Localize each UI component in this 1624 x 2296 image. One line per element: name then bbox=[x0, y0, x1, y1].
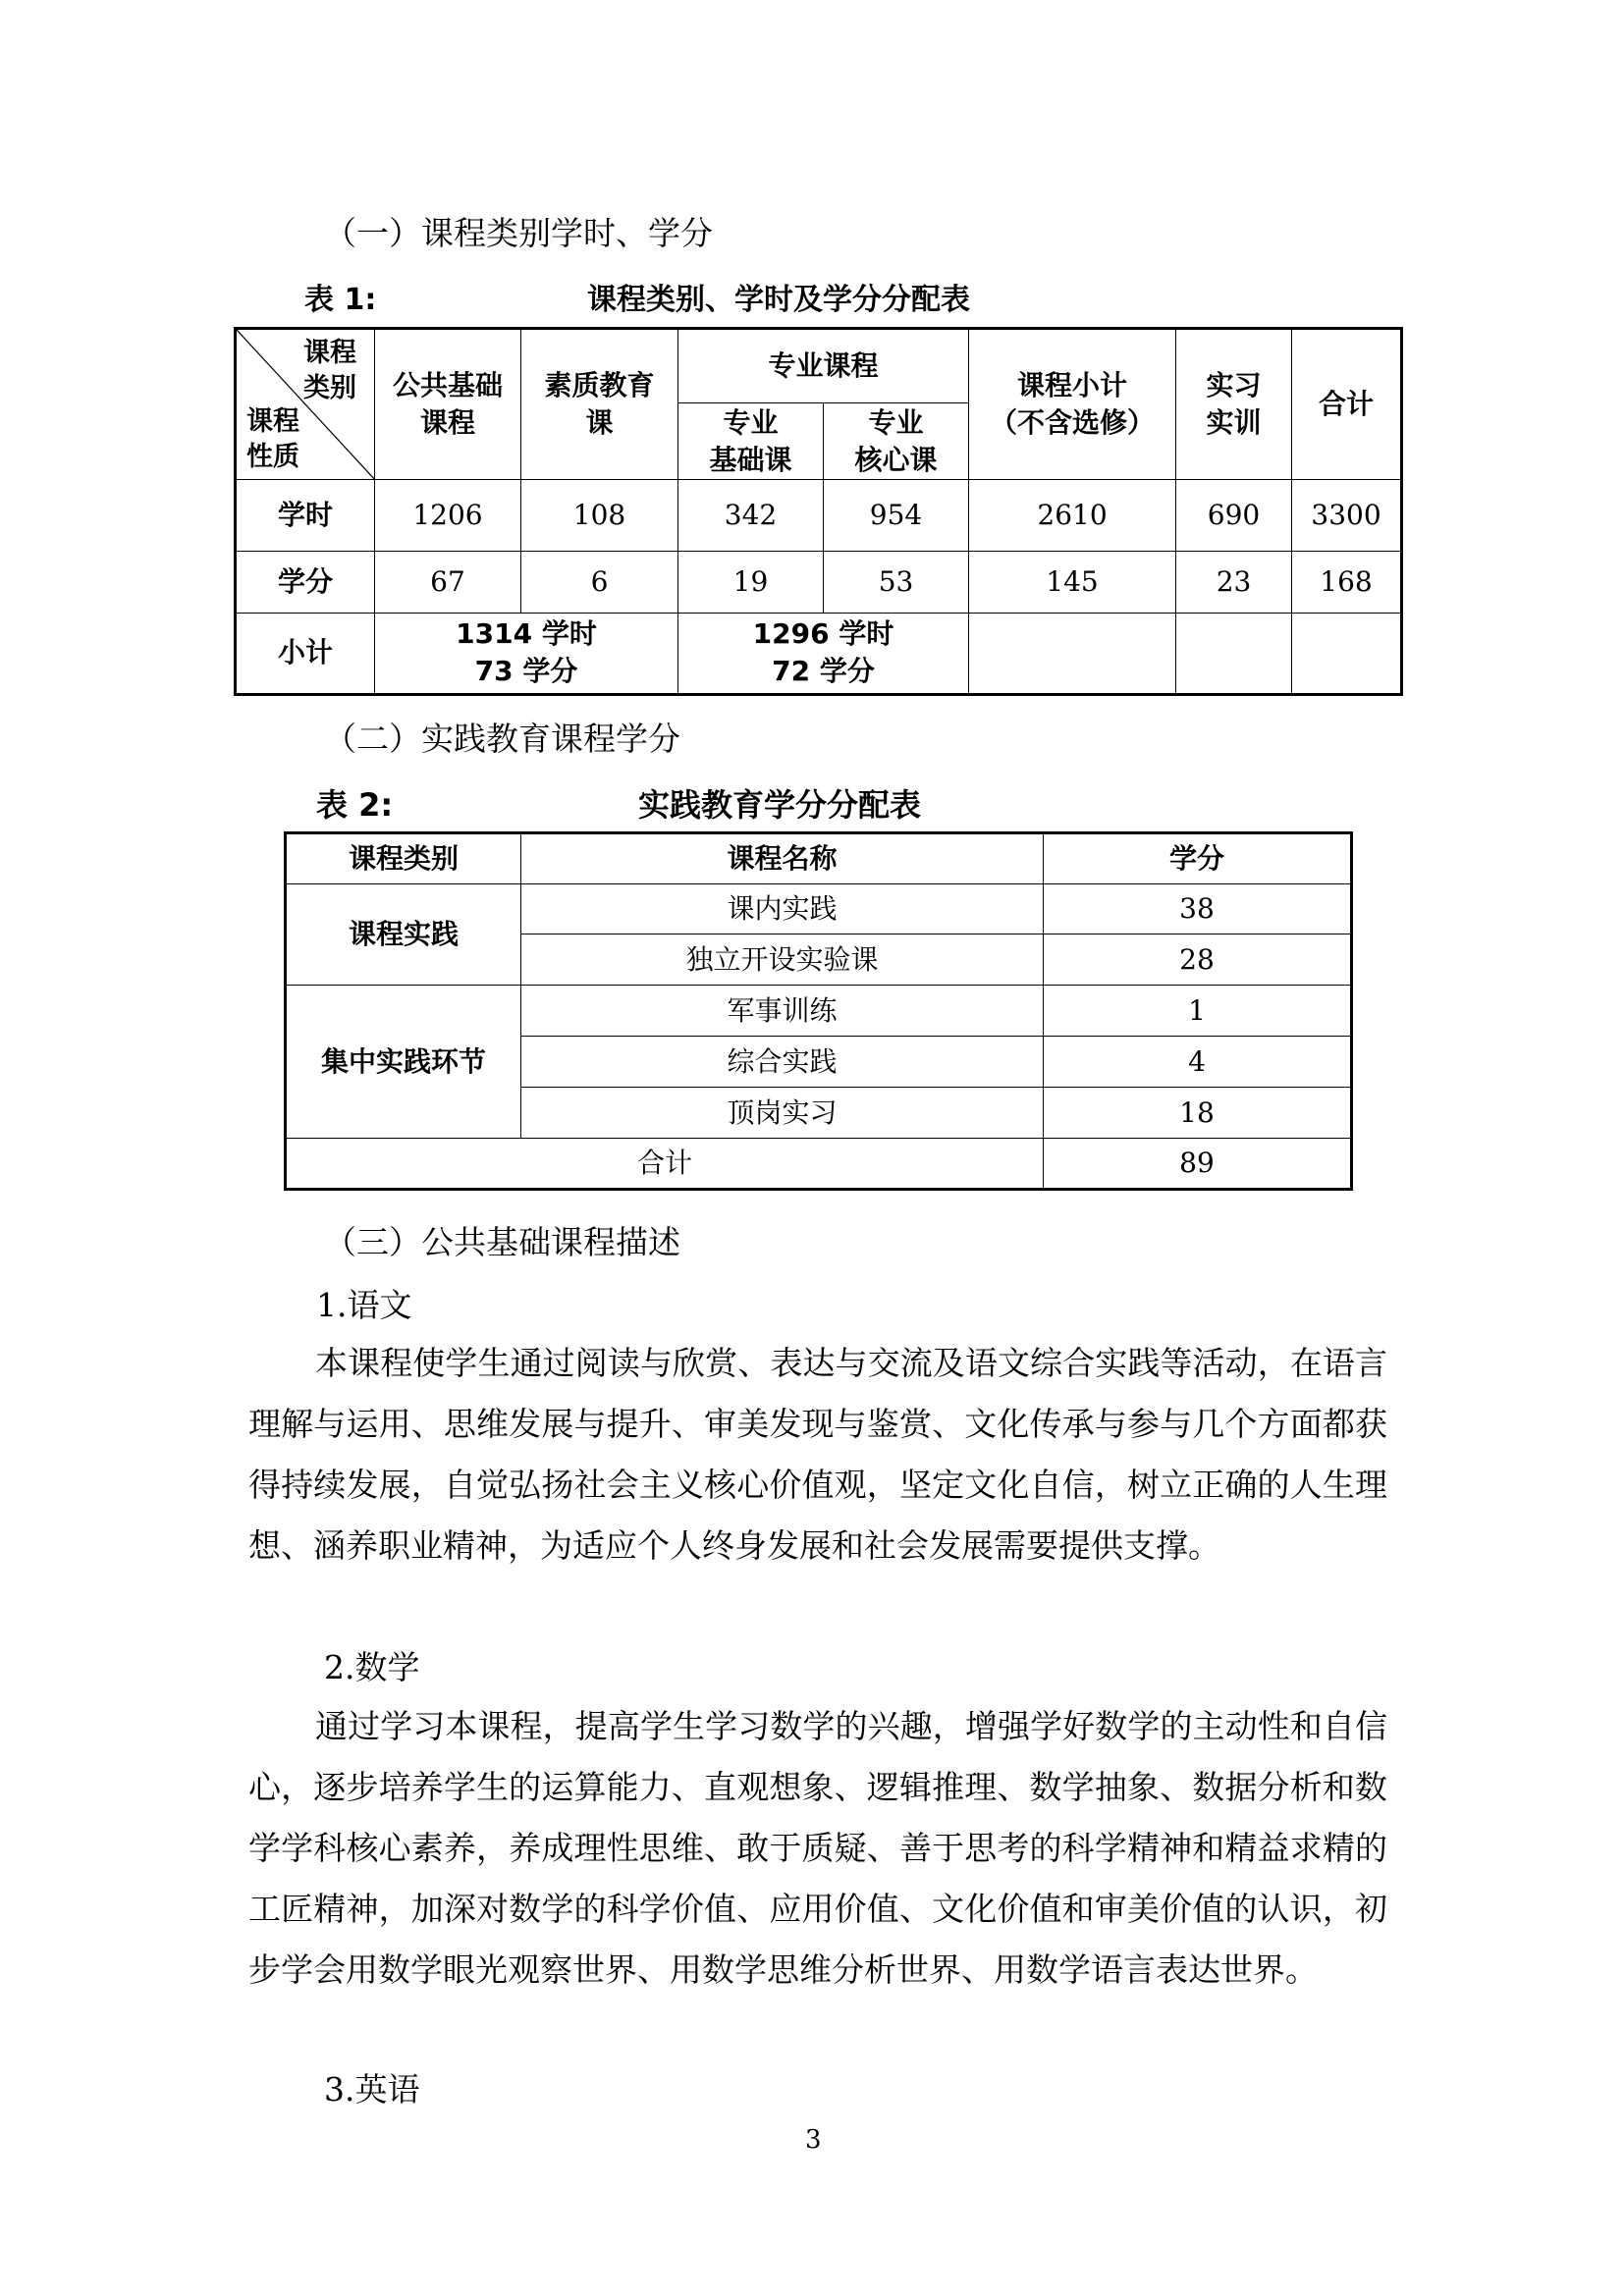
table-cell: 342 bbox=[678, 479, 824, 551]
corner-top-line2: 类别 bbox=[303, 373, 356, 403]
course-name-cell: 顶岗实习 bbox=[521, 1088, 1044, 1139]
table-cell: 145 bbox=[969, 552, 1176, 613]
table-cell: 108 bbox=[521, 479, 678, 551]
subtotal-group1-credits: 73 学分 bbox=[474, 655, 578, 688]
subsection-title-math: 2.数学 bbox=[324, 1648, 420, 1686]
corner-bottom-line2: 性质 bbox=[246, 441, 299, 472]
table-cell: 53 bbox=[824, 552, 969, 613]
paragraph-math: 通过学习本课程，提高学生学习数学的兴趣，增强学好数学的主动性和自信心，逐步培养学生的运算能力、直观想象、逻辑推理、数学抽象、数据分析和数学学科核心素养，养成理性思维、敢于质疑、善于思考的科学精神和精益求精的工匠精神，加深对数学的科学价值、应用价值、文化价值和审美价值的认识，初步学会用数学眼光观察世界、用数学思维分析世界、用数学语言表达世界。 bbox=[248, 1707, 1387, 1989]
table-cell: 19 bbox=[678, 552, 824, 613]
course-name-cell: 课内实践 bbox=[521, 884, 1044, 934]
col-internship bbox=[1176, 329, 1292, 480]
table1-corner-cell bbox=[236, 329, 375, 480]
table-cell: 23 bbox=[1176, 552, 1292, 613]
table-row bbox=[286, 1139, 1352, 1190]
table-cell-empty bbox=[969, 613, 1176, 694]
section-heading-1: （一）课程类别学时、学分 bbox=[324, 214, 713, 252]
table-cell: 1206 bbox=[375, 479, 521, 551]
col-public-line1: 公共基础 bbox=[392, 368, 503, 401]
col-major-courses: 专业课程 bbox=[678, 329, 969, 403]
table-cell: 67 bbox=[375, 552, 521, 613]
subsection-title-english: 3.英语 bbox=[324, 2070, 420, 2109]
total-label-cell: 合计 bbox=[286, 1139, 1044, 1190]
table1-title: 课程类别、学时及学分分配表 bbox=[587, 283, 970, 317]
subtotal-group1-hours: 1314 学时 bbox=[456, 617, 597, 651]
table-cell: 168 bbox=[1292, 552, 1402, 613]
col-subtotal-line1: 课程小计 bbox=[1017, 368, 1128, 401]
paragraph-chinese: 本课程使学生通过阅读与欣赏、表达与交流及语文综合实践等活动，在语言理解与运用、思维发展与提升、审美发现与鉴赏、文化传承与参与几个方面都获得持续发展，自觉弘扬社会主义核心价值观，坚定文化自信，树立正确的人生理想、涵养职业精神，为适应个人终身发展和社会发展需要提供支撑。 bbox=[248, 1344, 1387, 1565]
subtotal-group2-hours: 1296 学时 bbox=[752, 617, 894, 651]
section-heading-3: （三）公共基础课程描述 bbox=[324, 1223, 680, 1261]
col-major-basic-line2: 基础课 bbox=[709, 443, 792, 476]
col-course-name: 课程名称 bbox=[521, 833, 1044, 884]
subtotal-group2-credits: 72 学分 bbox=[772, 655, 875, 688]
table-cell: 6 bbox=[521, 552, 678, 613]
table-cell: 3300 bbox=[1292, 479, 1402, 551]
table-row bbox=[236, 613, 1402, 694]
subsection-title-chinese: 1.语文 bbox=[316, 1286, 412, 1324]
table-cell-empty bbox=[1176, 613, 1292, 694]
table-row bbox=[286, 884, 1352, 934]
col-subtotal-line2: （不含选修） bbox=[990, 405, 1156, 439]
row-label-credits: 学分 bbox=[236, 552, 375, 613]
section-heading-2: （二）实践教育课程学分 bbox=[324, 720, 680, 758]
col-internship-line2: 实训 bbox=[1206, 405, 1262, 439]
col-quality-line2: 课 bbox=[585, 405, 614, 439]
col-major-core-line1: 专业 bbox=[868, 405, 924, 439]
col-major-core-line2: 核心课 bbox=[854, 443, 938, 476]
col-internship-line1: 实习 bbox=[1206, 368, 1262, 401]
row-label-subtotal: 小计 bbox=[236, 613, 375, 694]
subtotal-group-public bbox=[375, 613, 678, 694]
course-name-cell: 综合实践 bbox=[521, 1037, 1044, 1088]
table2-title: 实践教育学分分配表 bbox=[638, 786, 922, 824]
table1-label: 表 1: bbox=[304, 283, 377, 317]
credit-cell: 4 bbox=[1044, 1037, 1352, 1088]
col-credits: 学分 bbox=[1044, 833, 1352, 884]
col-total: 合计 bbox=[1292, 329, 1402, 480]
table-cell-empty bbox=[1292, 613, 1402, 694]
course-name-cell: 独立开设实验课 bbox=[521, 934, 1044, 986]
col-course-subtotal bbox=[969, 329, 1176, 480]
practice-credits-table bbox=[284, 831, 1353, 1191]
category-concentrated-practice: 集中实践环节 bbox=[286, 986, 521, 1139]
table-cell: 2610 bbox=[969, 479, 1176, 551]
row-label-hours: 学时 bbox=[236, 479, 375, 551]
credit-cell: 18 bbox=[1044, 1088, 1352, 1139]
table-row bbox=[236, 552, 1402, 613]
col-public-line2: 课程 bbox=[419, 405, 475, 439]
col-public-basic bbox=[375, 329, 521, 480]
course-hours-credits-table bbox=[234, 327, 1403, 696]
table2-label: 表 2: bbox=[316, 786, 394, 824]
table-cell: 690 bbox=[1176, 479, 1292, 551]
col-quality-education bbox=[521, 329, 678, 480]
credit-cell: 28 bbox=[1044, 934, 1352, 986]
table-row bbox=[236, 479, 1402, 551]
page-number: 3 bbox=[805, 2125, 822, 2155]
table-row bbox=[286, 986, 1352, 1037]
course-name-cell: 军事训练 bbox=[521, 986, 1044, 1037]
total-value-cell: 89 bbox=[1044, 1139, 1352, 1190]
col-major-basic-line1: 专业 bbox=[723, 405, 779, 439]
col-quality-line1: 素质教育 bbox=[544, 368, 655, 401]
col-category: 课程类别 bbox=[286, 833, 521, 884]
table-cell: 954 bbox=[824, 479, 969, 551]
category-course-practice: 课程实践 bbox=[286, 884, 521, 986]
corner-bottom-line1: 课程 bbox=[246, 405, 299, 437]
subtotal-group-major bbox=[678, 613, 969, 694]
corner-top-line1: 课程 bbox=[303, 338, 356, 368]
col-major-core bbox=[824, 403, 969, 479]
credit-cell: 38 bbox=[1044, 884, 1352, 934]
credit-cell: 1 bbox=[1044, 986, 1352, 1037]
col-major-basic bbox=[678, 403, 824, 479]
